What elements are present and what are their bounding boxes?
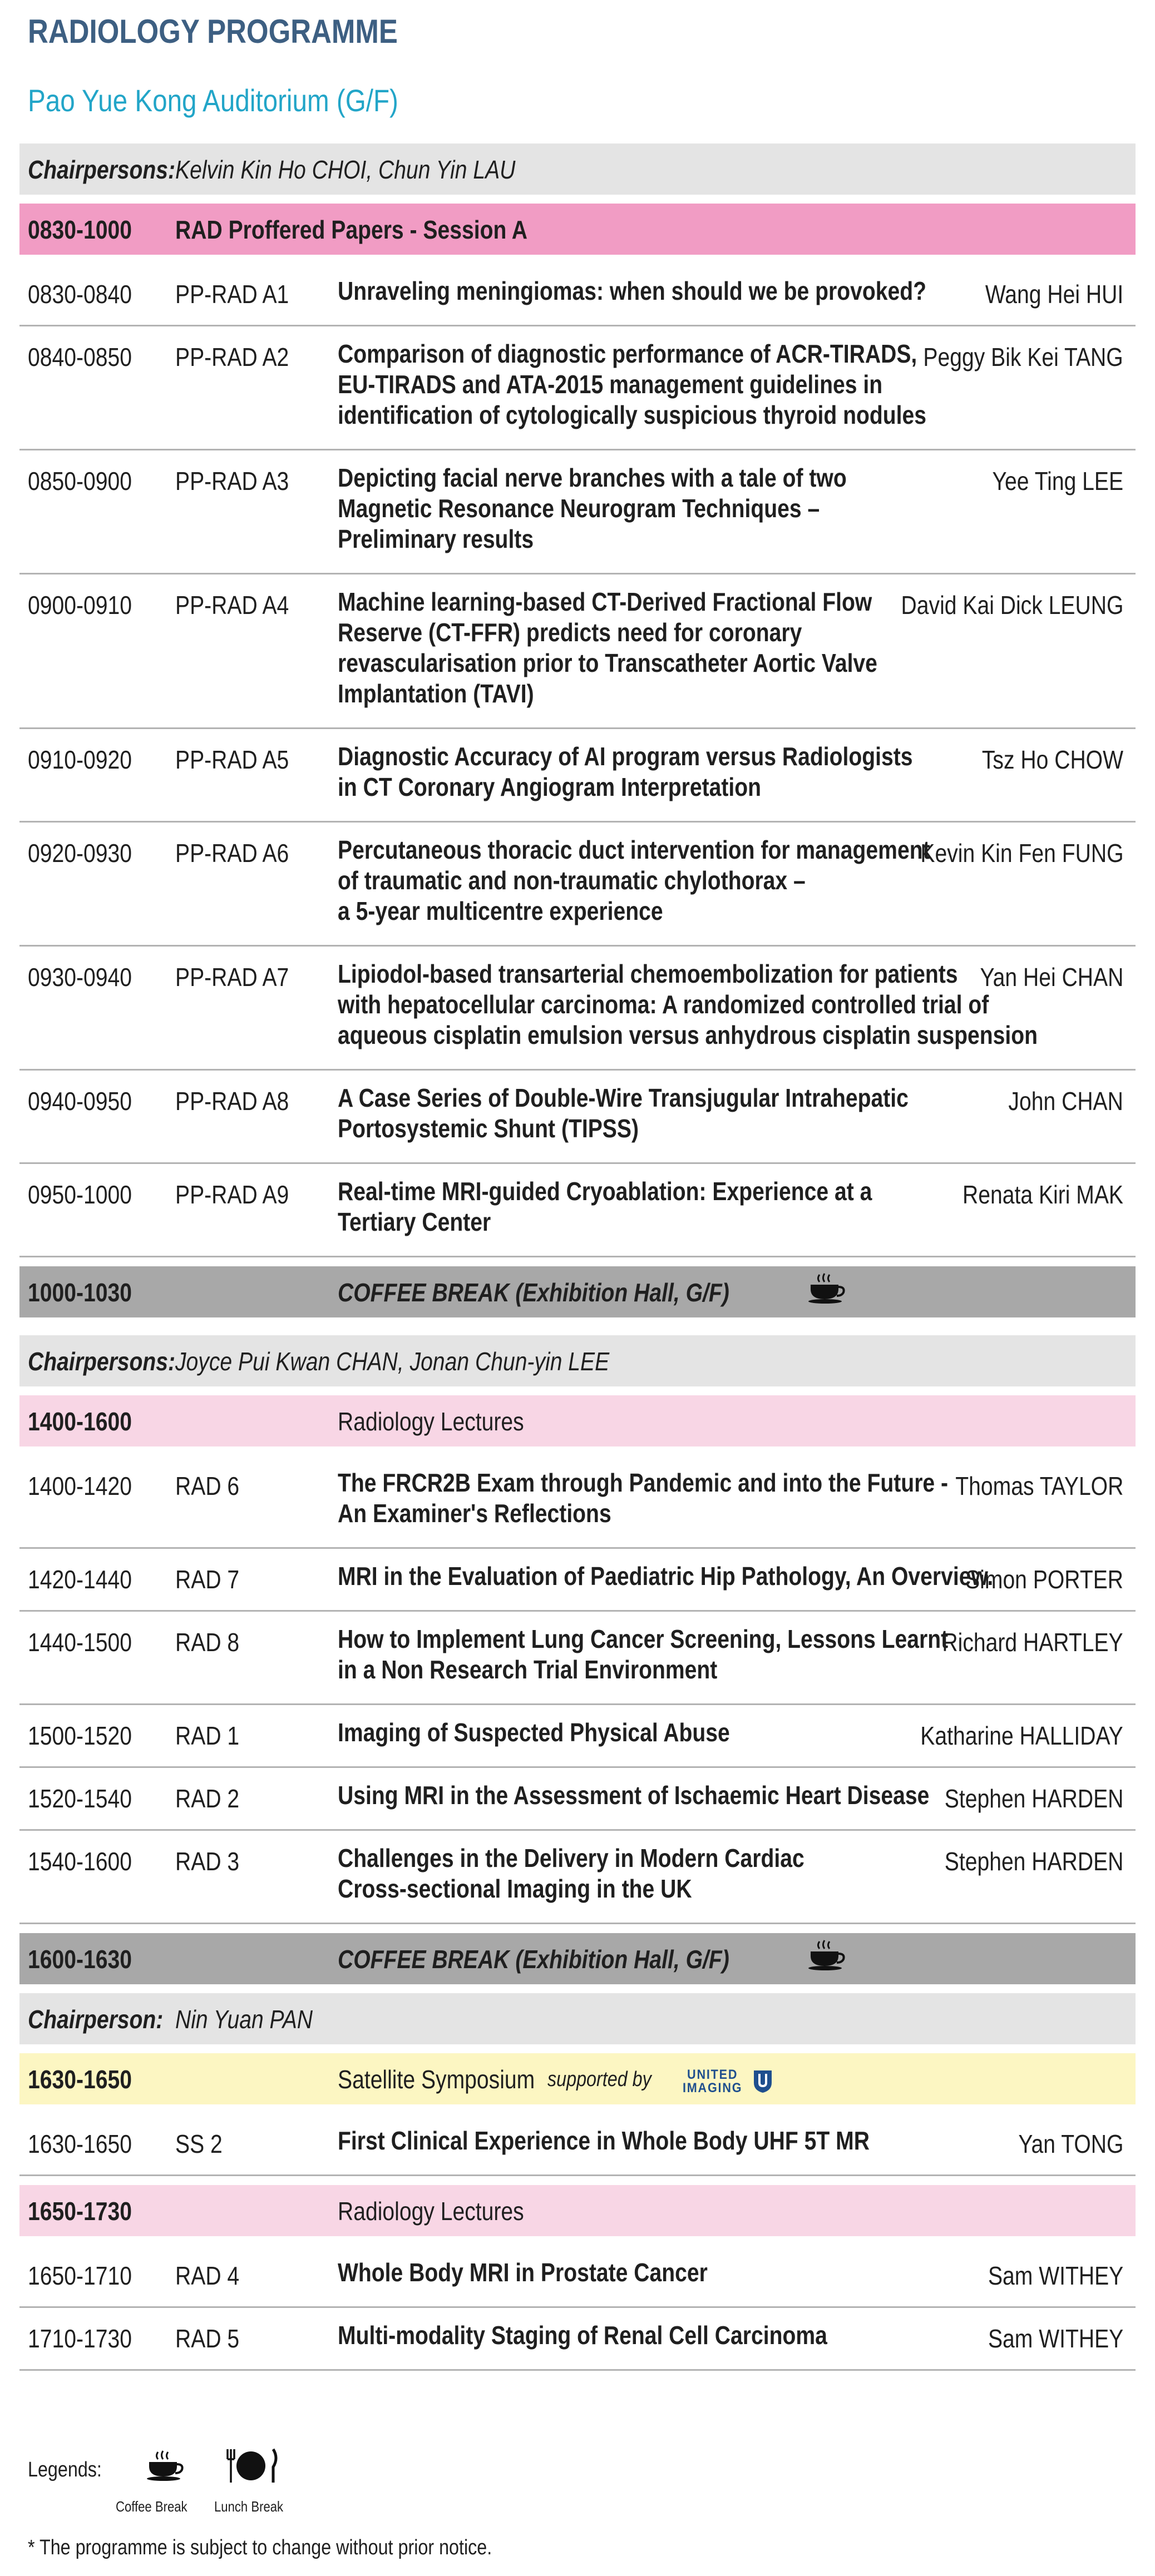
talk-row <box>19 2308 1136 2371</box>
band-time: 1600-1630 <box>28 1945 132 1974</box>
coffee-icon <box>806 1272 845 1306</box>
talk-row <box>19 1164 1136 1257</box>
talk-time: 1540-1600 <box>28 1847 132 1876</box>
session-header-a <box>19 204 1136 255</box>
talk-time: 0910-0920 <box>28 745 132 774</box>
talk-time: 1420-1440 <box>28 1565 132 1594</box>
chair-names: Kelvin Kin Ho CHOI, Chun Yin LAU <box>175 155 516 184</box>
talk-row <box>19 729 1136 823</box>
talk-code: RAD 6 <box>175 1472 240 1500</box>
talk-time: 1710-1730 <box>28 2324 132 2353</box>
talk-speaker: Peggy Bik Kei TANG <box>923 343 1123 371</box>
talk-title-line: Real-time MRI-guided Cryoablation: Experience at a <box>338 1177 872 1206</box>
talk-speaker: Thomas TAYLOR <box>955 1472 1123 1500</box>
talk-title-line: of traumatic and non-traumatic chylothorax – <box>338 866 806 895</box>
talk-title <box>338 2126 964 2156</box>
talk-row <box>19 1071 1136 1164</box>
united-imaging-logo: UNITED IMAGING <box>679 2064 773 2095</box>
talk-code: RAD 5 <box>175 2324 240 2353</box>
talk-title-line: Challenges in the Delivery in Modern Cardiac <box>338 1844 804 1872</box>
talk-title-line: revascularisation prior to Transcatheter Aortic Valve <box>338 648 877 677</box>
talk-row <box>19 450 1136 574</box>
chair-names: Nin Yuan PAN <box>175 2005 313 2034</box>
talk-speaker: Wang Hei HUI <box>985 280 1123 309</box>
talk-time: 0940-0950 <box>28 1087 132 1116</box>
talk-row <box>19 947 1136 1071</box>
talk-title-line: A Case Series of Double-Wire Transjugular Intrahepatic <box>338 1083 909 1112</box>
talk-row <box>19 574 1136 729</box>
talk-title <box>338 1176 966 1237</box>
band-title: Satellite Symposium <box>338 2065 535 2094</box>
talk-title-line: EU-TIRADS and ATA-2015 management guidelines in <box>338 370 883 399</box>
talk-title-line: Diagnostic Accuracy of AI program versus Radiologists <box>338 742 913 771</box>
chairperson-row <box>19 1993 1136 2044</box>
talk-speaker: Yan TONG <box>1018 2129 1123 2158</box>
talk-title-line: in a Non Research Trial Environment <box>338 1655 718 1684</box>
coffee-icon <box>806 1939 845 1973</box>
talk-row <box>19 1768 1136 1831</box>
talk-title-line: Machine learning-based CT-Derived Fractional Flow <box>338 587 872 616</box>
talk-time: 1500-1520 <box>28 1721 132 1750</box>
talk-title-line: Using MRI in the Assessment of Ischaemic Heart Disease <box>338 1781 930 1810</box>
talk-code: RAD 1 <box>175 1721 240 1750</box>
chair-names: Joyce Pui Kwan CHAN, Jonan Chun-yin LEE <box>175 1347 610 1376</box>
talk-speaker: Tsz Ho CHOW <box>981 745 1123 774</box>
talk-title <box>338 741 1014 802</box>
talk-title-line: with hepatocellular carcinoma: A randomized controlled trial of <box>338 990 989 1019</box>
talk-time: 1630-1650 <box>28 2129 132 2158</box>
talk-speaker: John CHAN <box>1008 1087 1123 1116</box>
talk-title-line: Percutaneous thoracic duct intervention for management <box>338 835 930 864</box>
talk-row <box>19 1549 1136 1612</box>
talk-time: 0950-1000 <box>28 1180 132 1209</box>
talk-speaker: Sam WITHEY <box>988 2324 1123 2353</box>
page-title: RADIOLOGY PROGRAMME <box>28 13 398 50</box>
talk-code: RAD 7 <box>175 1565 240 1594</box>
talk-title-line: Lipiodol-based transarterial chemoembolization for patients <box>338 959 958 988</box>
talk-time: 1400-1420 <box>28 1472 132 1500</box>
talk-speaker: Richard HARTLEY <box>942 1628 1123 1657</box>
talk-title <box>338 1717 799 1748</box>
talk-row <box>19 1455 1136 1549</box>
talk-title-line: MRI in the Evaluation of Paediatric Hip Pathology, An Overview. <box>338 1562 994 1591</box>
lectures-header <box>19 2185 1136 2236</box>
chairpersons-row <box>19 143 1136 195</box>
talk-title-line: Tertiary Center <box>338 1207 491 1236</box>
talk-title <box>338 463 936 554</box>
programme-table <box>19 143 1136 2380</box>
talk-code: PP-RAD A2 <box>175 343 289 371</box>
talk-row <box>19 326 1136 450</box>
talk-title-line: Cross-sectional Imaging in the UK <box>338 1874 692 1903</box>
talk-code: RAD 3 <box>175 1847 240 1876</box>
talk-title-line: Depicting facial nerve branches with a tale of two <box>338 463 847 492</box>
talk-row <box>19 2113 1136 2176</box>
band-title: COFFEE BREAK (Exhibition Hall, G/F) <box>338 1278 729 1307</box>
talk-title <box>338 1083 1009 1144</box>
legend <box>28 2458 284 2515</box>
talk-title <box>338 2257 773 2288</box>
talk-title-line: Whole Body MRI in Prostate Cancer <box>338 2258 708 2287</box>
band-time: 1400-1600 <box>28 1407 132 1436</box>
talk-time: 1520-1540 <box>28 1784 132 1813</box>
talk-title-line: in CT Coronary Angiogram Interpretation <box>338 772 762 801</box>
talk-code: PP-RAD A8 <box>175 1087 289 1116</box>
supported-by: supported by <box>547 2068 651 2091</box>
talk-code: PP-RAD A1 <box>175 280 289 309</box>
talk-title-line: Imaging of Suspected Physical Abuse <box>338 1718 730 1747</box>
lunch-icon <box>220 2447 281 2485</box>
talk-title-line: aqueous cisplatin emulsion versus anhydrous cisplatin suspension <box>338 1021 1038 1049</box>
talk-title-line: Reserve (CT-FFR) predicts need for coronary <box>338 618 802 647</box>
symposium-header <box>19 2053 1136 2104</box>
coffee-break-row <box>19 1266 1136 1317</box>
band-title: Radiology Lectures <box>338 1407 524 1436</box>
talk-title-line: a 5-year multicentre experience <box>338 896 663 925</box>
talk-title-line: Implantation (TAVI) <box>338 679 534 708</box>
talk-title-line: Unraveling meningiomas: when should we be provoked? <box>338 276 927 305</box>
talk-title-line: Comparison of diagnostic performance of ACR-TIRADS, <box>338 339 917 368</box>
legend-coffee-label: Coffee Break <box>116 2498 187 2515</box>
talk-title-line: Magnetic Resonance Neurogram Techniques – <box>338 494 820 523</box>
band-title: Radiology Lectures <box>338 2197 524 2226</box>
talk-row <box>19 1612 1136 1705</box>
coffee-icon <box>145 2450 184 2483</box>
talk-speaker: Yee Ting LEE <box>992 467 1123 496</box>
band-time: 1630-1650 <box>28 2065 132 2094</box>
lectures-header <box>19 1395 1136 1446</box>
talk-row <box>19 1705 1136 1768</box>
talk-speaker: Stephen HARDEN <box>944 1847 1123 1876</box>
talk-speaker: Katharine HALLIDAY <box>920 1721 1123 1750</box>
talk-title-line: Portosystemic Shunt (TIPSS) <box>338 1114 639 1143</box>
band-time: 0830-1000 <box>28 215 132 244</box>
talk-title-line: Multi-modality Staging of Renal Cell Carcinoma <box>338 2321 827 2350</box>
talk-title-line: First Clinical Experience in Whole Body UHF 5T MR <box>338 2126 870 2155</box>
talk-code: RAD 8 <box>175 1628 240 1657</box>
talk-code: PP-RAD A5 <box>175 745 289 774</box>
talk-title-line: An Examiner's Reflections <box>338 1499 611 1528</box>
talk-time: 1440-1500 <box>28 1628 132 1657</box>
talk-code: PP-RAD A7 <box>175 963 289 992</box>
band-title: COFFEE BREAK (Exhibition Hall, G/F) <box>338 1945 729 1974</box>
talk-time: 1650-1710 <box>28 2261 132 2290</box>
talk-time: 0850-0900 <box>28 467 132 496</box>
talk-speaker: Renata Kiri MAK <box>962 1180 1123 1209</box>
talk-time: 0900-0910 <box>28 591 132 620</box>
talk-row <box>19 264 1136 326</box>
talk-speaker: Sam WITHEY <box>988 2261 1123 2290</box>
talk-title-line: Preliminary results <box>338 524 534 553</box>
chair-label: Chairperson: <box>28 2005 164 2034</box>
talk-time: 0930-0940 <box>28 963 132 992</box>
talk-code: PP-RAD A6 <box>175 839 289 868</box>
talk-time: 0920-0930 <box>28 839 132 868</box>
footnote: * The programme is subject to change without prior notice. <box>28 2536 492 2559</box>
band-time: 1650-1730 <box>28 2197 132 2226</box>
talk-row <box>19 1831 1136 1924</box>
chairpersons-row <box>19 1335 1136 1386</box>
talk-code: SS 2 <box>175 2129 223 2158</box>
talk-title <box>338 1843 887 1904</box>
talk-title-line: The FRCR2B Exam through Pandemic and into the Future - <box>338 1468 949 1497</box>
talk-code: PP-RAD A4 <box>175 591 289 620</box>
talk-title <box>338 2320 914 2351</box>
coffee-break-row <box>19 1933 1136 1984</box>
band-time: 1000-1030 <box>28 1278 132 1307</box>
chair-label: Chairpersons: <box>28 155 176 184</box>
legend-lunch-label: Lunch Break <box>214 2498 284 2515</box>
talk-speaker: Simon PORTER <box>965 1565 1123 1594</box>
talk-row <box>19 2245 1136 2308</box>
talk-speaker: Stephen HARDEN <box>944 1784 1123 1813</box>
talk-time: 0830-0840 <box>28 280 132 309</box>
talk-speaker: David Kai Dick LEUNG <box>901 591 1123 620</box>
talk-code: PP-RAD A3 <box>175 467 289 496</box>
legend-label: Legends: <box>28 2458 102 2481</box>
chair-label: Chairpersons: <box>28 1347 176 1376</box>
talk-code: RAD 2 <box>175 1784 240 1813</box>
talk-time: 0840-0850 <box>28 343 132 371</box>
talk-row <box>19 823 1136 947</box>
talk-title <box>338 276 1030 306</box>
talk-speaker: Kevin Kin Fen FUNG <box>920 839 1123 868</box>
talk-code: PP-RAD A9 <box>175 1180 289 1209</box>
band-title: RAD Proffered Papers - Session A <box>175 215 528 244</box>
talk-title-line: identification of cytologically suspicious thyroid nodules <box>338 400 926 429</box>
talk-title-line: How to Implement Lung Cancer Screening, Lessons Learnt <box>338 1624 949 1653</box>
shield-logo-icon <box>752 2069 774 2094</box>
talk-code: RAD 4 <box>175 2261 240 2290</box>
talk-speaker: Yan Hei CHAN <box>980 963 1123 992</box>
venue-title: Pao Yue Kong Auditorium (G/F) <box>28 83 398 118</box>
